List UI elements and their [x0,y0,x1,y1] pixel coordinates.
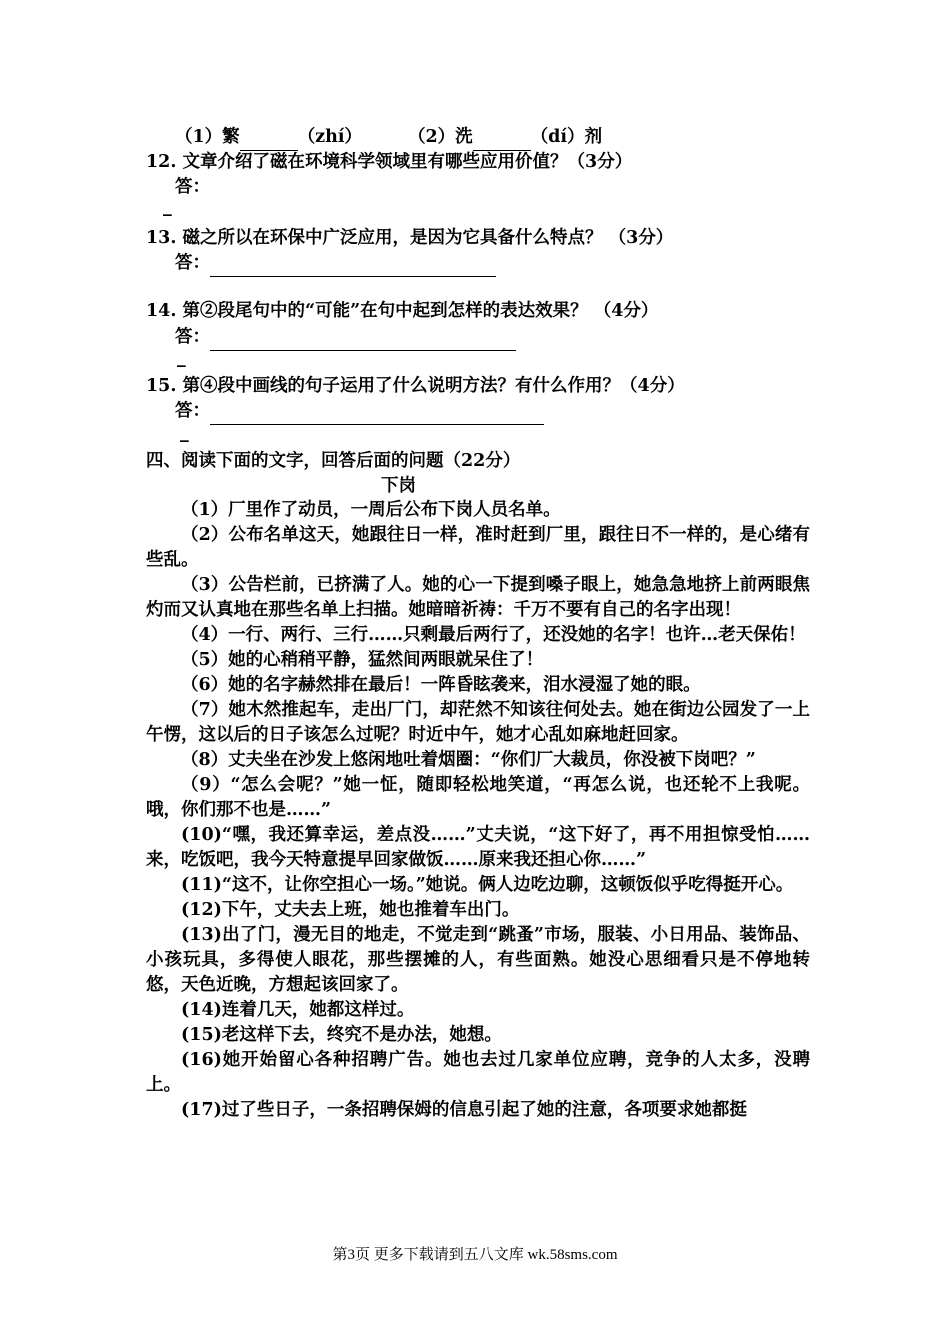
q11-part2-suffix: （dí）剂 [530,127,603,147]
paragraph-10: (10)“嘿，我还算幸运，差点没……”丈夫说，“这下好了，再不用担惊受怕……来，吃饭吧，我今天特意提早回家做饭……原来我还担心你……” [146,825,810,870]
paragraph-17: (17)过了些日子，一条招聘保姆的信息引起了她的注意，各项要求她都挺 [181,1100,747,1120]
paragraph-7: （7）她木然推起车，走出厂门，却茫然不知该往何处去。她在街边公园发了一上午愣，这以后的日子该怎么过呢？时近中午，她才心乱如麻地赶回家。 [146,700,810,745]
paragraph-6: （6）她的名字赫然排在最后！一阵昏眩袭来，泪水浸湿了她的眼。 [181,675,701,695]
paragraph-13: (13)出了门，漫无目的地走，不觉走到“跳蚤”市场，服装、小日用品、装饰品、小孩玩具，多得使人眼花，那些摆摊的人，有些面熟。她没心思细看只是不停地转悠，天色近晚，方想起该回家了。 [146,925,810,995]
q11-part2-prefix: （2）洗 [408,127,473,147]
q11-blank-2 [473,124,531,151]
story-title: 下岗 [381,476,416,496]
q14-answer-label: 答： [175,327,210,347]
q14-answer-line [175,324,516,351]
paragraph-3: （3）公告栏前，已挤满了人。她的心一下提到嗓子眼上，她急急地挤上前两眼焦灼而又认真地在那些名单上扫描。她暗暗祈祷：千万不要有自己的名字出现！ [146,575,810,620]
q12-answer-dash: _ [163,197,172,217]
q11-part1-prefix: （1）繁 [175,127,240,147]
q14-answer-dash: _ [177,348,186,368]
paragraph-11: (11)“这不，让你空担心一场。”她说。俩人边吃边聊，这顿饭似乎吃得挺开心。 [181,875,794,895]
q15-answer-dash: _ [180,423,189,443]
paragraph-5: （5）她的心稍稍平静，猛然间两眼就呆住了！ [181,650,544,670]
story-body [146,498,810,1123]
paragraph-15: (15)老这样下去，终究不是办法，她想。 [181,1025,502,1045]
q11-part1-suffix: （zhí） [297,127,362,147]
section4-heading: 四、阅读下面的文字，回答后面的问题（22分） [146,451,521,471]
paragraph-2: （2）公布名单这天，她跟往日一样，准时赶到厂里，跟往日不一样的，是心绪有些乱。 [146,525,810,570]
q15-question: 15. 第④段中画线的句子运用了什么说明方法？有什么作用？（4分） [146,376,685,396]
q14-question: 14. 第②段尾句中的“可能”在句中起到怎样的表达效果？ （4分） [146,301,659,321]
page-footer: 第3页 更多下载请到五八文库 wk.58sms.com [332,1247,618,1263]
q15-answer-line [175,398,544,425]
q12-question: 12. 文章介绍了磁在环境科学领域里有哪些应用价值？（3分） [146,152,633,172]
q11-blank-1 [240,124,298,151]
paragraph-16: (16)她开始留心各种招聘广告。她也去过几家单位应聘，竞争的人太多，没聘上。 [146,1050,810,1095]
q13-answer-blank [210,250,496,277]
paragraph-1: （1）厂里作了动员，一周后公布下岗人员名单。 [181,500,561,520]
q15-answer-blank [210,398,544,425]
paragraph-14: (14)连着几天，她都这样过。 [181,1000,415,1020]
paragraph-9: （9）“怎么会呢？”她一怔，随即轻松地笑道，“再怎么说，也还轮不上我呢。哦，你们那不也是……” [146,775,810,820]
q12-answer-label: 答： [175,177,210,197]
q11-line [175,124,602,151]
q15-answer-label: 答： [175,401,210,421]
q13-answer-line [175,250,496,277]
paragraph-4: （4）一行、两行、三行……只剩最后两行了，还没她的名字！也许…老天保佑！ [181,625,806,645]
paragraph-8: （8）丈夫坐在沙发上悠闲地吐着烟圈：“你们厂大裁员，你没被下岗吧？” [181,750,756,770]
q13-answer-label: 答： [175,253,210,273]
paragraph-12: (12)下午，丈夫去上班，她也推着车出门。 [181,900,520,920]
q13-question: 13. 磁之所以在环保中广泛应用，是因为它具备什么特点？ （3分） [146,228,674,248]
q14-answer-blank [210,324,516,351]
